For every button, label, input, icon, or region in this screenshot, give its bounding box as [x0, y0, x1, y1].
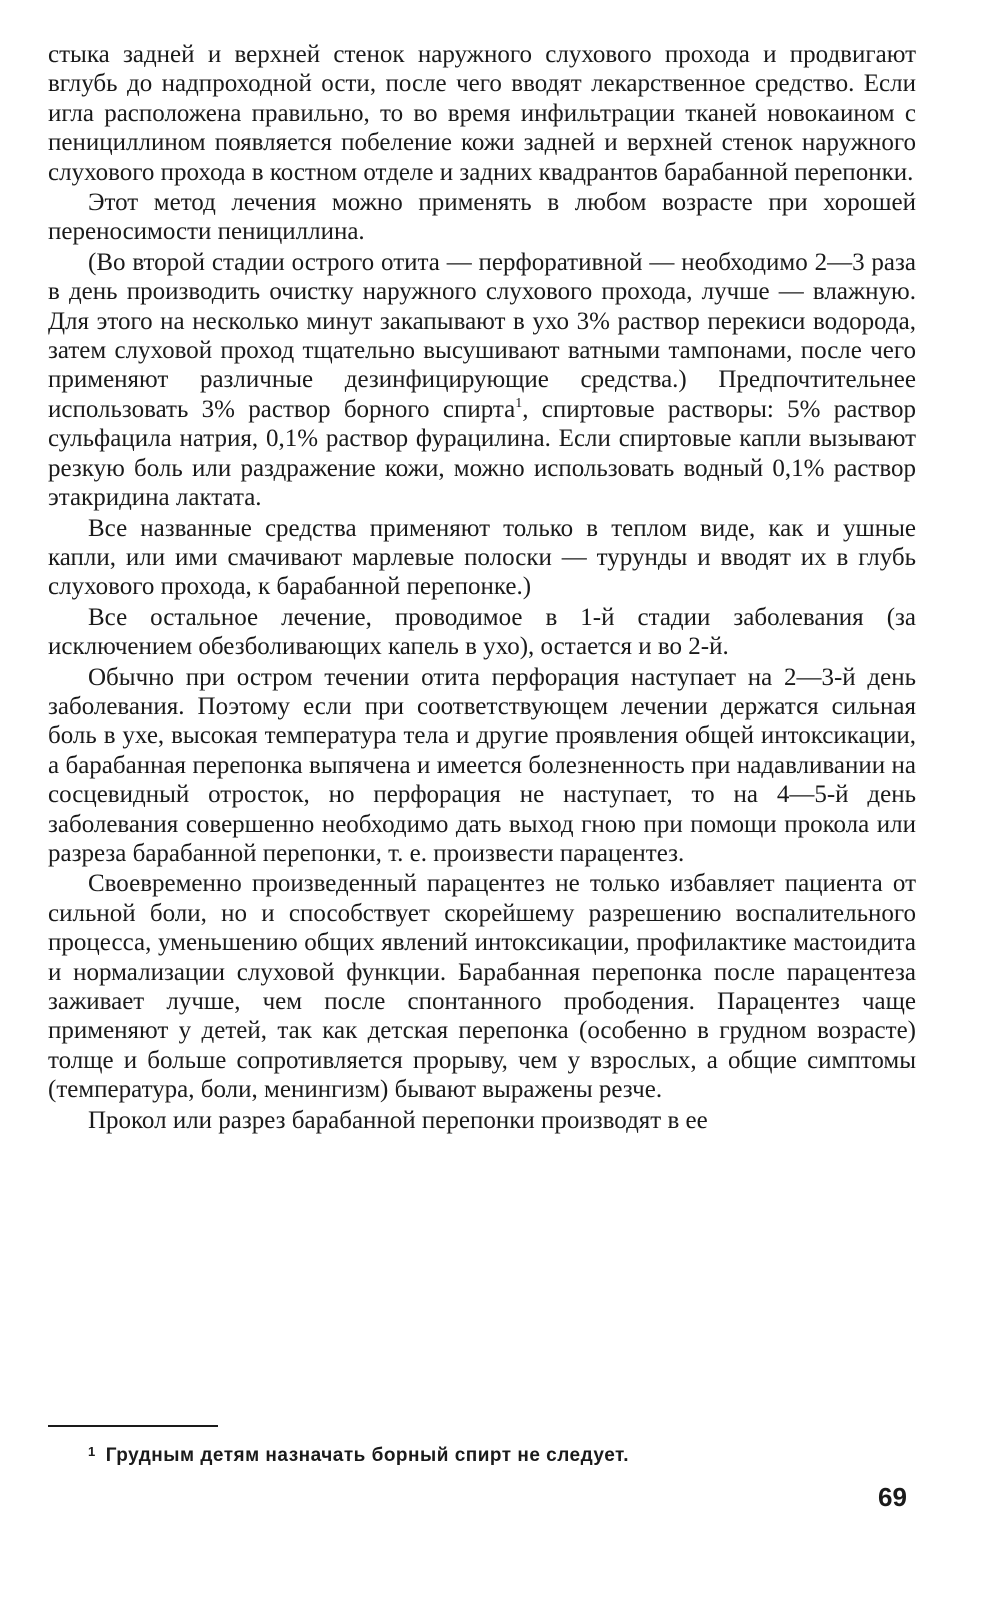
footnote-text: Грудным детям назначать борный спирт не следует. — [105, 1445, 629, 1466]
footnote — [88, 1440, 888, 1468]
footnote-marker: 1 — [88, 1444, 96, 1459]
paragraph-8: Прокол или разрез барабанной перепонки производят в ее — [88, 1106, 708, 1134]
paragraph-5: Все остальное лечение, проводимое в 1-й стадии заболевания (за исключением обезболивающих капель в ухо), остается и во 2-й. — [48, 603, 916, 661]
page-body — [48, 40, 916, 1135]
footnote-divider — [48, 1425, 218, 1427]
footnote-reference: 1 — [515, 395, 523, 411]
paragraph-4: Все названные средства применяют только в теплом виде, как и ушные капли, или ими смачивают марлевые полоски — турунды и вводят их в глубь слухового прохода, к барабанной перепонке.) — [48, 514, 916, 601]
paragraph-6: Обычно при остром течении отита перфорация наступает на 2—3-й день заболевания. Поэтому если при соответствующем лечении держатся сильная боль в ухе, высокая температура тела и другие проявления общей интоксикации, а барабанная перепонка выпячена и имеется болезненность при надавливании на сосцевидный отросток, но перфорация не наступает, то на 4—5-й день заболевания совершенно необходимо дать выход гною при помощи прокола или разреза барабанной перепонки, т. е. произвести парацентез. — [48, 663, 916, 867]
paragraph-3 — [48, 248, 916, 513]
paragraph-3-part-2: , спиртовые растворы: 5% раствор сульфацила натрия, 0,1% раствор фурацилина. Если спиртовые капли вызывают резкую боль или раздражение кожи, можно использовать водный 0,1% раствор этакридина лактата. — [48, 395, 916, 512]
paragraph-1: стыка задней и верхней стенок наружного слухового прохода и продвигают вглубь до надпроходной ости, после чего вводят лекарственное средство. Если игла расположена правильно, то во время инфильтрации тканей новокаином с пенициллином появляется побеление кожи задней и верхней стенок наружного слухового прохода в костном отделе и задних квадрантов барабанной перепонки. — [48, 41, 916, 186]
paragraph-7: Своевременно произведенный парацентез не только избавляет пациента от сильной боли, но и способствует скорейшему разрешению воспалительного процесса, уменьшению общих явлений интоксикации, профилактике мастоидита и нормализации слуховой функции. Барабанная перепонка после парацентеза заживает лучше, чем после спонтанного прободения. Парацентез чаще применяют у детей, так как детская перепонка (особенно в грудном возрасте) толще и больше сопротивляется прорыву, чем у взрослых, а общие симптомы (температура, боли, менингизм) бывают выражены резче. — [48, 870, 916, 1104]
paragraph-3-part-1: (Во второй стадии острого отита — перфоративной — необходимо 2—3 раза в день производить очистку наружного слухового прохода, лучше — влажную. Для этого на несколько минут закапывают в ухо 3% раствор перекиси водорода, затем слуховой проход тщательно высушивают ватными тампонами, после чего применяют различные дезинфицирующие средства.) Предпочтительнее использовать 3% раствор борного спирта — [48, 248, 916, 423]
paragraph-2: Этот метод лечения можно применять в любом возрасте при хорошей переносимости пенициллина. — [48, 189, 916, 246]
page-number: 69 — [878, 1482, 907, 1512]
